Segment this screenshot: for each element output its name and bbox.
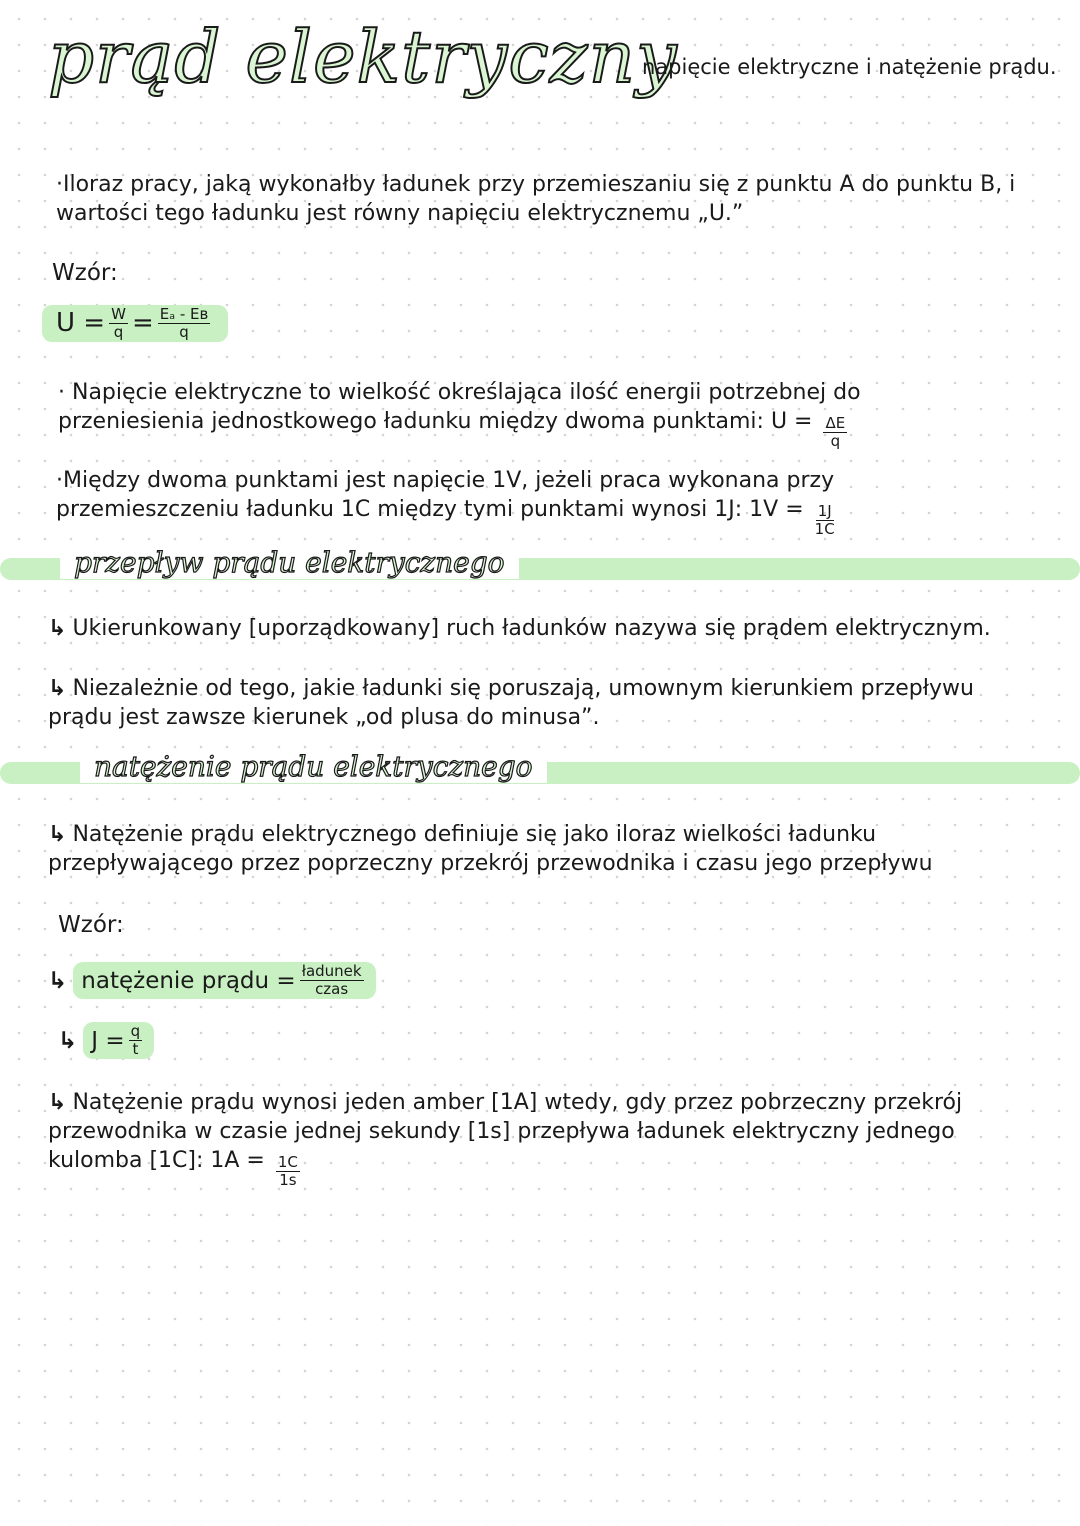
- current-formula-words: [48, 962, 376, 999]
- fraction-denominator: czas: [315, 980, 349, 998]
- arrow-icon: ↳: [48, 822, 67, 847]
- current-formula-symbol: [58, 1022, 154, 1059]
- current-formula-symbol-fraction: [129, 1024, 143, 1057]
- fraction-numerator: 1J: [817, 502, 832, 521]
- section-heading-current: natężenie prądu elektrycznego: [80, 750, 547, 783]
- fraction-denominator: 1s: [279, 1171, 297, 1190]
- voltage-note-volt-text: ·Między dwoma punktami jest napięcie 1V, jeżeli praca wykonana przy przemieszczeniu ładunku 1C między tymi punktami wynosi 1J: 1V =: [56, 468, 835, 523]
- current-formula-words-fraction: [300, 964, 364, 997]
- voltage-note-energy-fraction: [823, 416, 847, 449]
- flow-item-2: [48, 674, 988, 732]
- fraction-numerator: q: [130, 1022, 141, 1040]
- fraction-denominator: q: [830, 432, 841, 451]
- voltage-formula-lhs: U =: [56, 308, 106, 338]
- current-definition-text: Natężenie prądu elektrycznego definiuje się jako iloraz wielkości ładunku przepływającego przez poprzeczny przekrój przewodnika i czasu jego przepływu: [48, 822, 933, 877]
- voltage-formula-label: Wzór:: [52, 260, 118, 286]
- arrow-icon: ↳: [48, 616, 67, 641]
- voltage-formula: [42, 300, 228, 346]
- equals-sign: =: [131, 308, 154, 338]
- page-subtitle: napięcie elektryczne i natężenie prądu.: [642, 55, 1057, 79]
- fraction-denominator: q: [113, 322, 124, 341]
- voltage-definition: ·Iloraz pracy, jaką wykonałby ładunek przy przemieszaniu się z punktu A do punktu B, i wartości tego ładunku jest równy napięciu elektrycznemu „U.”: [56, 172, 1016, 227]
- current-formula-label: Wzór:: [58, 912, 124, 938]
- fraction-numerator: ładunek: [301, 962, 362, 980]
- fraction-numerator: Eₐ - Eʙ: [159, 304, 209, 323]
- fraction-numerator: ΔE: [825, 414, 846, 433]
- flow-item-2-text: Niezależnie od tego, jakie ładunki się poruszają, umownym kierunkiem przepływu prądu jest zawsze kierunek „od plusa do minusa”.: [48, 676, 974, 731]
- page-title: prąd elektryczny: [48, 15, 678, 99]
- current-formula-symbol-lhs: J =: [91, 1027, 125, 1054]
- fraction-denominator: q: [179, 322, 189, 341]
- voltage-formula-fraction-energy: [158, 304, 210, 341]
- arrow-icon: ↳: [48, 1090, 67, 1115]
- fraction-numerator: 1C: [277, 1153, 298, 1172]
- flow-item-1: [48, 614, 1058, 643]
- current-ampere-text: Natężenie prądu wynosi jeden amber [1A] wtedy, gdy przez pobrzeczny przekrój przewodnika w czasie jednej sekundy [1s] przepływa ładunek elektryczny jednego kulomba [1C]: 1A =: [48, 1090, 963, 1174]
- fraction-denominator: t: [132, 1040, 139, 1058]
- voltage-note-volt-fraction: [815, 504, 835, 537]
- voltage-note-energy: [58, 378, 938, 449]
- arrow-icon: ↳: [58, 1027, 78, 1054]
- voltage-note-volt: [56, 466, 956, 537]
- arrow-icon: ↳: [48, 967, 68, 994]
- fraction-numerator: W: [111, 304, 126, 323]
- current-ampere-fraction: [276, 1155, 300, 1188]
- fraction-denominator: 1C: [814, 520, 835, 539]
- flow-item-1-text: Ukierunkowany [uporządkowany] ruch ładunków nazywa się prądem elektrycznym.: [72, 616, 991, 641]
- section-heading-flow: przepływ prądu elektrycznego: [60, 546, 519, 579]
- current-formula-words-lhs: natężenie prądu =: [81, 967, 296, 994]
- arrow-icon: ↳: [48, 676, 67, 701]
- current-definition: [48, 820, 1038, 878]
- voltage-note-energy-text: · Napięcie elektryczne to wielkość określająca ilość energii potrzebnej do przeniesienia jednostkowego ładunku między dwoma punktami: U =: [58, 380, 861, 435]
- voltage-formula-fraction-work: [109, 304, 128, 341]
- current-ampere-definition: [48, 1088, 1048, 1188]
